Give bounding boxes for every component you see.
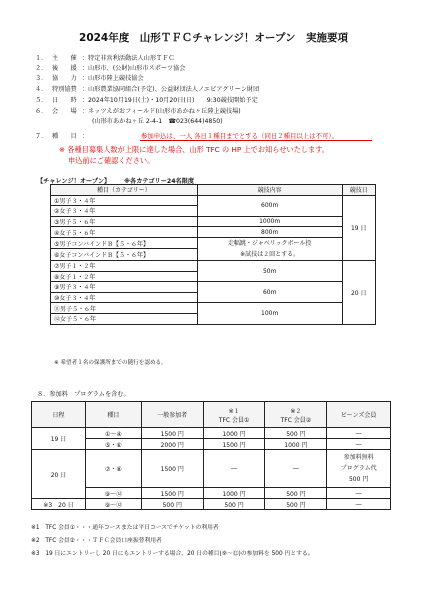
section-sub: ※各カテゴリー24名限度 bbox=[124, 178, 195, 185]
category-cell: ④女子５・６年 bbox=[51, 227, 198, 238]
tfc1-fee: 1500 円 bbox=[203, 439, 265, 450]
table-row bbox=[32, 439, 391, 450]
event-cell: ⑨～⑫ bbox=[86, 488, 142, 499]
outline-value: 2024年10月19日(土)・10月20日(日) 9:30競技開始予定 bbox=[88, 97, 258, 104]
day-cell: 19 日 bbox=[342, 195, 375, 260]
outline-label: 日 時 bbox=[52, 97, 77, 104]
table-header: 種目 bbox=[86, 402, 142, 428]
table-row bbox=[51, 260, 376, 271]
date-cell: 19 日 bbox=[32, 428, 86, 450]
footnote: ※1 TFC 会員①・・・通年コースまたは平日コースでチケットの利用者 bbox=[31, 525, 219, 531]
content-cell: 60m bbox=[197, 282, 342, 303]
tfc2-fee: 1000 円 bbox=[265, 439, 327, 450]
outline-num: ６． bbox=[35, 108, 48, 115]
outline-label: 主 催 bbox=[52, 55, 77, 62]
tfc2-label: TFC 会員② bbox=[280, 416, 312, 424]
table-row bbox=[51, 227, 376, 238]
table-header: ビーンズ会員 bbox=[327, 402, 391, 428]
outline-num: ３． bbox=[35, 75, 48, 82]
tfc1-fee: 1000 円 bbox=[203, 488, 265, 499]
date-cell: ※3 20 日 bbox=[32, 499, 86, 510]
capacity-warning: ※ 各種目募集人数が上限に達した場合、山形 TFC の HP 上でお知らせいたします。 bbox=[59, 145, 329, 154]
beans-program: プログラム代 bbox=[340, 465, 377, 472]
category-cell: ②女子３・４年 bbox=[51, 206, 198, 217]
content-cell: 600m bbox=[197, 195, 342, 216]
category-cell: ⑨男子３・４年 bbox=[51, 282, 198, 293]
footnote: ※3 19 日にエントリーし 20 日にもエントリーする場合、20 日の種目(⑨～⑫)の参加料を 500 円とする。 bbox=[31, 551, 314, 557]
tfc2-fee: 500 円 bbox=[265, 428, 327, 439]
content-cell: 1000m bbox=[197, 216, 342, 227]
beans-fee: ― bbox=[327, 439, 391, 450]
table-header: 日程 bbox=[32, 402, 86, 428]
outline-value: 山形市、(公財)山形市スポーツ協会 bbox=[88, 65, 186, 72]
beans-fee: ― bbox=[327, 499, 391, 510]
category-cell: ⑫女子５・６年 bbox=[51, 313, 198, 324]
category-cell: ⑤男子コンバインドＢ【５・６年】 bbox=[51, 237, 198, 249]
outline-colon: ： bbox=[82, 133, 89, 140]
tfc2-fee: ― bbox=[265, 450, 327, 488]
tfc2-fee: 500 円 bbox=[265, 488, 327, 499]
outline-label: 協 力 bbox=[52, 75, 77, 82]
footnote-mark: ※１ bbox=[228, 407, 240, 415]
table-header: 競技内容 bbox=[197, 185, 342, 196]
beans-fee: ― bbox=[327, 428, 391, 439]
outline-value: 山形農業協同組合(予定)、公益財団法人ノエビアグリーン財団 bbox=[88, 86, 260, 93]
fee-heading: ８．参加料 プログラムを含む。 bbox=[37, 391, 130, 398]
tfc2-fee: 500 円 bbox=[265, 499, 327, 510]
combined-event: 走幅跳・ジャベリックボール投 bbox=[227, 239, 312, 247]
table-header-tfc1 bbox=[203, 402, 265, 428]
table-row bbox=[32, 450, 391, 488]
content-cell: 50m bbox=[197, 260, 342, 281]
beans-fee bbox=[327, 450, 391, 488]
outline-colon: ： bbox=[82, 65, 89, 72]
outline-value: 特定非営利活動法人山形ＴＦＣ bbox=[88, 55, 175, 62]
outline-label: 種 目 bbox=[52, 133, 77, 140]
outline-colon: ： bbox=[82, 108, 89, 115]
beans-fee: ― bbox=[327, 488, 391, 499]
outline-label: 後 援 bbox=[52, 65, 77, 72]
content-cell bbox=[197, 237, 342, 260]
table-row bbox=[51, 195, 376, 206]
category-cell: ⑪男子５・６年 bbox=[51, 303, 198, 314]
content-cell: 100m bbox=[197, 303, 342, 324]
category-cell: ①男子３・４年 bbox=[51, 195, 198, 206]
table1-note: ※ 希望者１名の保護所までの随行を認める。 bbox=[54, 360, 167, 366]
outline-colon: ： bbox=[82, 86, 89, 93]
table-row bbox=[51, 216, 376, 227]
table-row bbox=[32, 488, 391, 499]
general-fee: 1500 円 bbox=[141, 428, 203, 439]
day-cell: 20 日 bbox=[342, 260, 375, 324]
footnote-mark: ※２ bbox=[290, 407, 302, 415]
table-row bbox=[51, 237, 376, 249]
tfc1-fee: 1000 円 bbox=[203, 428, 265, 439]
event-cell: ⑨～⑫ bbox=[86, 499, 142, 510]
beans-free: 参加料無料 bbox=[343, 454, 374, 461]
outline-colon: ： bbox=[82, 75, 89, 82]
event-cell: ⑦・⑧ bbox=[86, 450, 142, 488]
events-table bbox=[50, 184, 376, 325]
section-heading: 【チャレンジ！オープン】 bbox=[37, 178, 111, 185]
general-fee: 2000 円 bbox=[141, 439, 203, 450]
outline-num: ４． bbox=[35, 86, 48, 93]
outline-value: 山形市陸上競技協会 bbox=[88, 75, 144, 82]
date-cell: 20 日 bbox=[32, 450, 86, 499]
outline-colon: ： bbox=[82, 55, 89, 62]
category-cell: ⑦男子１・２年 bbox=[51, 260, 198, 271]
category-cell: ⑥女子コンバインドＢ【５・６年】 bbox=[51, 249, 198, 261]
events-note: 参加申込は、一人 各日１種目までとする（同日２種目以上は不可）。 bbox=[141, 132, 338, 140]
outline-value: ネッツえがおフィールド(山形市あかねヶ丘陸上競技場) bbox=[88, 108, 241, 115]
content-cell: 800m bbox=[197, 227, 342, 238]
table-header-tfc2 bbox=[265, 402, 327, 428]
category-cell: ⑧女子１・２年 bbox=[51, 271, 198, 282]
venue-address: (山形市あかねヶ丘 2-4-1 ☎023(644)4850) bbox=[92, 118, 223, 125]
outline-num: ５． bbox=[35, 97, 48, 104]
table-header: 種目（カテゴリー） bbox=[51, 185, 198, 196]
capacity-warning-2: 申込前にご確認ください。 bbox=[68, 156, 155, 165]
tfc1-fee: ― bbox=[203, 450, 265, 488]
outline-label: 会 場 bbox=[52, 108, 77, 115]
category-cell: ⑩女子３・４年 bbox=[51, 292, 198, 303]
footnote: ※2 TFC 会員②・・・ＴＦＣ会員口座振替利用者 bbox=[31, 538, 162, 544]
tfc1-label: TFC 会員① bbox=[218, 416, 250, 424]
outline-num: ７． bbox=[35, 133, 48, 140]
outline-colon: ： bbox=[82, 97, 89, 104]
events-note-underline bbox=[140, 140, 372, 141]
general-fee: 1500 円 bbox=[141, 488, 203, 499]
table-row bbox=[51, 303, 376, 314]
outline-num: ２． bbox=[35, 65, 48, 72]
general-fee: 500 円 bbox=[141, 499, 203, 510]
table-header: 競技日 bbox=[342, 185, 375, 196]
event-cell: ①～④ bbox=[86, 428, 142, 439]
beans-price: 500 円 bbox=[348, 476, 369, 483]
outline-num: １． bbox=[35, 55, 48, 62]
category-cell: ③男子５・６年 bbox=[51, 216, 198, 227]
table-row bbox=[51, 282, 376, 293]
outline-label: 特別協賛 bbox=[52, 86, 77, 93]
general-fee: 1500 円 bbox=[141, 450, 203, 488]
table-row bbox=[32, 428, 391, 439]
fee-table bbox=[31, 401, 391, 510]
combined-note: ※試技は２回とする。 bbox=[240, 250, 300, 258]
page-title: 2024年度 山形ＴＦＣチャレンジ！オープン 実施要項 bbox=[79, 32, 348, 44]
event-cell: ⑤・⑥ bbox=[86, 439, 142, 450]
table-header: 一般参加者 bbox=[141, 402, 203, 428]
tfc1-fee: 500 円 bbox=[203, 499, 265, 510]
table-row bbox=[32, 499, 391, 510]
